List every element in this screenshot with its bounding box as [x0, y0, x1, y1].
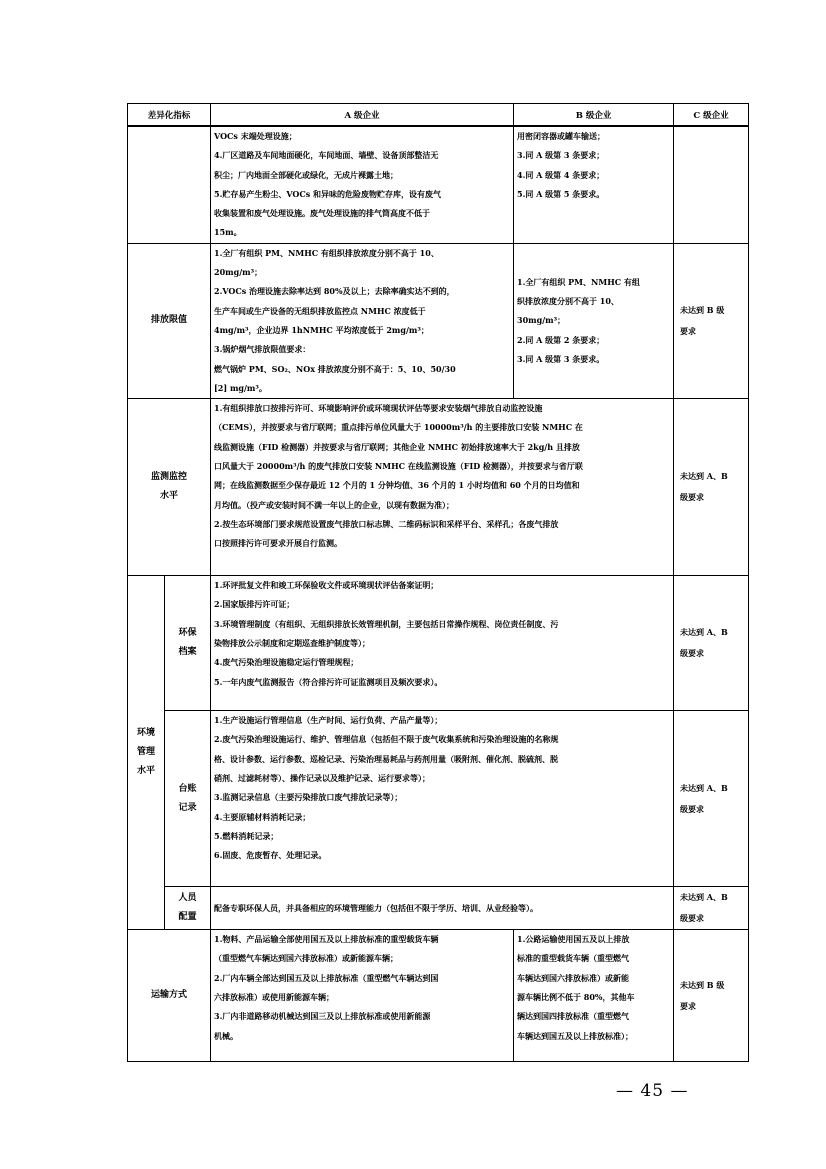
text-line: 未达到 B 级	[680, 304, 725, 315]
text-line: 4.废气污染治理设施稳定运行管理规程；	[214, 657, 359, 668]
text-line: 2.厂内车辆全部达到国五及以上排放标准（重型燃气车辆达到国	[214, 972, 439, 983]
text-line: 车辆达到国五及以上排放标准）；	[517, 1030, 634, 1041]
emission-grade-a-cell	[211, 243, 514, 398]
text-line: 生产车间或生产设备的无组织排放监控点 NMHC 浓度低于	[214, 305, 426, 316]
text-line: 未达到 B 级	[680, 979, 725, 990]
text-line: 车辆达到国六排放标准）或新能	[517, 972, 630, 983]
staff-label-line: 配置	[178, 912, 197, 923]
staff-grade-c-cell	[674, 887, 749, 930]
requirements-table	[127, 103, 749, 1062]
management-label-line: 管理	[136, 747, 155, 758]
text-line: 口风量大于 20000m³/h 的废气排放口安装 NMHC 在线监测设施（FID 检测器），并按要求与省厅联	[214, 461, 583, 472]
text-line: 染物排放公示制度和定期巡查维护制度等）；	[214, 638, 371, 649]
text-line: VOCs 末端处理设施；	[214, 131, 297, 141]
text-line: 3.厂内非道路移动机械达到国三及以上排放标准或使用新能源	[214, 1011, 431, 1022]
emission-grade-b-cell	[514, 243, 674, 398]
ledger-label-cell	[165, 711, 211, 887]
text-line: 标准的重型载货车辆（重型燃气	[517, 953, 630, 964]
text-line: （重型燃气车辆达到国六排放标准）或新能源车辆；	[214, 953, 399, 964]
text-line: 网；在线监测数据至少保存最近 12 个月的 1 分钟均值、36 个月的 1 小时均值和 60 个月的日均值和	[214, 480, 580, 491]
text-line: 4.主要原辅材料消耗记录；	[214, 811, 311, 822]
staff-text-cell	[211, 887, 674, 930]
text-line: 织排放浓度分别不高于 10、	[517, 296, 619, 307]
text-line: 未达到 A、B	[680, 627, 728, 638]
text-line: 2.国家版排污许可证；	[214, 599, 295, 610]
text-line: 1.环评批复文件和竣工环保验收文件或环境现状评估备案证明；	[214, 580, 439, 591]
text-line: 5.一年内废气监测报告（符合排污许可证监测项目及频次要求）。	[214, 676, 443, 687]
text-line: 3.同 A 级第 3 条要求。	[517, 353, 605, 364]
text-line: 源车辆比例不低于 80%，其他车	[517, 992, 635, 1003]
emission-grade-c-cell	[674, 243, 749, 398]
text-line: 收集装置和废气处理设施。废气处理设施的排气筒高度不低于	[214, 208, 431, 219]
text-line: 1.全厂有组织 PM、NMHC 有组	[517, 276, 640, 287]
text-line: 未达到 A、B	[680, 782, 728, 793]
ledger-label-line: 记录	[178, 802, 197, 813]
archives-label-line: 环保	[178, 628, 197, 639]
text-line: 用密闭容器或罐车输送；	[517, 131, 606, 141]
ledger-label-line: 台账	[178, 783, 197, 794]
page-number: — 45 —	[616, 1081, 689, 1101]
continued-label-cell	[128, 126, 211, 243]
text-line: [2] mg/m³。	[214, 382, 267, 393]
text-line: 3.同 A 级第 3 条要求；	[517, 150, 605, 161]
text-line: 级要求	[680, 913, 705, 924]
header-grade-c: C 级企业	[674, 104, 749, 127]
text-line: 5.贮存易产生粉尘、VOCs 和异味的危险废物贮存库，设有废气	[214, 188, 442, 199]
text-line: 4mg/m³，企业边界 1hNMHC 平均浓度低于 2mg/m³；	[214, 324, 429, 335]
monitoring-label-line: 监测监控	[151, 472, 188, 483]
table-row-staff	[128, 887, 749, 930]
text-line: 1.有组织排放口按排污许可、环境影响评价或环境现状评估等要求安装烟气排放自动监控设施	[214, 403, 543, 414]
management-label-line: 水平	[136, 766, 155, 777]
archives-label-line: 档案	[178, 647, 197, 658]
text-line: 5.同 A 级第 5 条要求。	[517, 188, 605, 199]
header-grade-b: B 级企业	[514, 104, 674, 127]
text-line: 格、设计参数、运行参数、巡检记录、污染治理易耗品与药剂用量（吸附剂、催化剂、脱硫剂、脱	[214, 753, 559, 764]
text-line: 2.VOCs 治理设施去除率达到 80%及以上；去除率确实达不到的，	[214, 286, 455, 297]
text-line: 3.环境管理制度（有组织、无组织排放长效管理机制，主要包括日常操作规程、岗位责任制度、污	[214, 618, 559, 629]
table-row-continued	[128, 126, 749, 243]
transport-grade-b-cell	[514, 930, 674, 1062]
text-line: 1.公路运输使用国五及以上排放	[517, 934, 630, 945]
staff-label-line: 人员	[178, 893, 197, 904]
monitoring-grade-c-cell	[674, 399, 749, 576]
text-line: 辆达到国四排放标准（重型燃气	[517, 1011, 630, 1022]
text-line: 级要求	[680, 803, 705, 814]
text-line: 机械。	[214, 1030, 239, 1041]
archives-text-cell	[211, 576, 674, 711]
text-line: 未达到 A、B	[680, 471, 728, 482]
text-line: 3.锅炉烟气排放限值要求：	[214, 344, 311, 355]
transport-label: 运输方式	[128, 930, 211, 1062]
archives-grade-c-cell	[674, 576, 749, 711]
monitoring-text-cell	[211, 399, 674, 576]
archives-label-cell	[165, 576, 211, 711]
text-line: 线监测设施（FID 检测器）并按要求与省厅联网；其他企业 NMHC 初始排放速率大于 2kg/h 且排放	[214, 441, 580, 452]
monitoring-label-cell	[128, 399, 211, 576]
text-line: 1.生产设施运行管理信息（生产时间、运行负荷、产品产量等）；	[214, 715, 443, 726]
monitoring-label-line: 水平	[160, 491, 179, 502]
text-line: 级要求	[680, 648, 705, 659]
text-line: 30mg/m³；	[517, 315, 566, 326]
table-row-archives	[128, 576, 749, 711]
text-line: 燃气锅炉 PM、SO₂、NOx 排放浓度分别不高于：5、10、50/30	[214, 363, 456, 374]
text-line: 要求	[680, 1000, 697, 1011]
ledger-text-cell	[211, 711, 674, 887]
continued-grade-b-cell	[514, 126, 674, 243]
text-line: 2.按生态环境部门要求规范设置废气排放口标志牌、二维码标识和采样平台、采样孔；各废气排放	[214, 518, 559, 529]
table-row-transport	[128, 930, 749, 1062]
text-line: 硝剂、过滤耗材等）、操作记录以及维护记录、运行要求等）；	[214, 773, 431, 784]
management-label-cell	[128, 576, 165, 930]
table-row-monitoring	[128, 399, 749, 576]
transport-grade-c-cell	[674, 930, 749, 1062]
text-line: 6.固废、危废暂存、处理记录。	[214, 850, 327, 861]
text-line: 积尘；厂内地面全部硬化或绿化，无成片裸露土地；	[214, 169, 399, 180]
text-line: 口按照排污许可要求开展自行监测。	[214, 538, 343, 549]
emission-label: 排放限值	[128, 243, 211, 398]
text-line: 2.废气污染治理设施运行、维护、管理信息（包括但不限于废气收集系统和污染治理设施的名称规	[214, 734, 559, 745]
ledger-grade-c-cell	[674, 711, 749, 887]
table-row-ledger	[128, 711, 749, 887]
table-row-emission	[128, 243, 749, 398]
text-line: 要求	[680, 325, 697, 336]
text-line: 未达到 A、B	[680, 892, 728, 903]
text-line: 20mg/m³；	[214, 267, 263, 278]
transport-grade-a-cell	[211, 930, 514, 1062]
continued-grade-a-cell	[211, 126, 514, 243]
header-indicator: 差异化指标	[128, 104, 211, 127]
continued-grade-c-cell	[674, 126, 749, 243]
text-line: 4.同 A 级第 4 条要求；	[517, 169, 605, 180]
text-line: （CEMS），并按要求与省厅联网；重点排污单位风量大于 10000m³/h 的主要排放口安装 NMHC 在	[214, 422, 583, 433]
text-line: 月均值。（投产或安装时间不满一年以上的企业，以现有数据为准）；	[214, 499, 455, 510]
text-line: 15m。	[214, 227, 242, 238]
text-line: 1.全厂有组织 PM、NMHC 有组织排放浓度分别不高于 10、	[214, 247, 439, 258]
table-header-row	[128, 104, 749, 127]
text-line: 2.同 A 级第 2 条要求；	[517, 334, 605, 345]
management-label-line: 环境	[136, 728, 155, 739]
text-line: 5.燃料消耗记录；	[214, 830, 279, 841]
text-line: 六排放标准）或使用新能源车辆；	[214, 992, 335, 1003]
text-line: 1.物料、产品运输全部使用国五及以上排放标准的重型载货车辆	[214, 934, 439, 945]
header-grade-a: A 级企业	[211, 104, 514, 127]
text-line: 3.监测记录信息（主要污染排放口废气排放记录等）；	[214, 792, 403, 803]
staff-label-cell	[165, 887, 211, 930]
text-line: 级要求	[680, 492, 705, 503]
text-line: 4.厂区道路及车间地面硬化，车间地面、墙壁、设备顶部整洁无	[214, 150, 439, 161]
text-line: 配备专职环保人员，并具备相应的环境管理能力（包括但不限于学历、培训、从业经验等）。	[214, 902, 539, 913]
